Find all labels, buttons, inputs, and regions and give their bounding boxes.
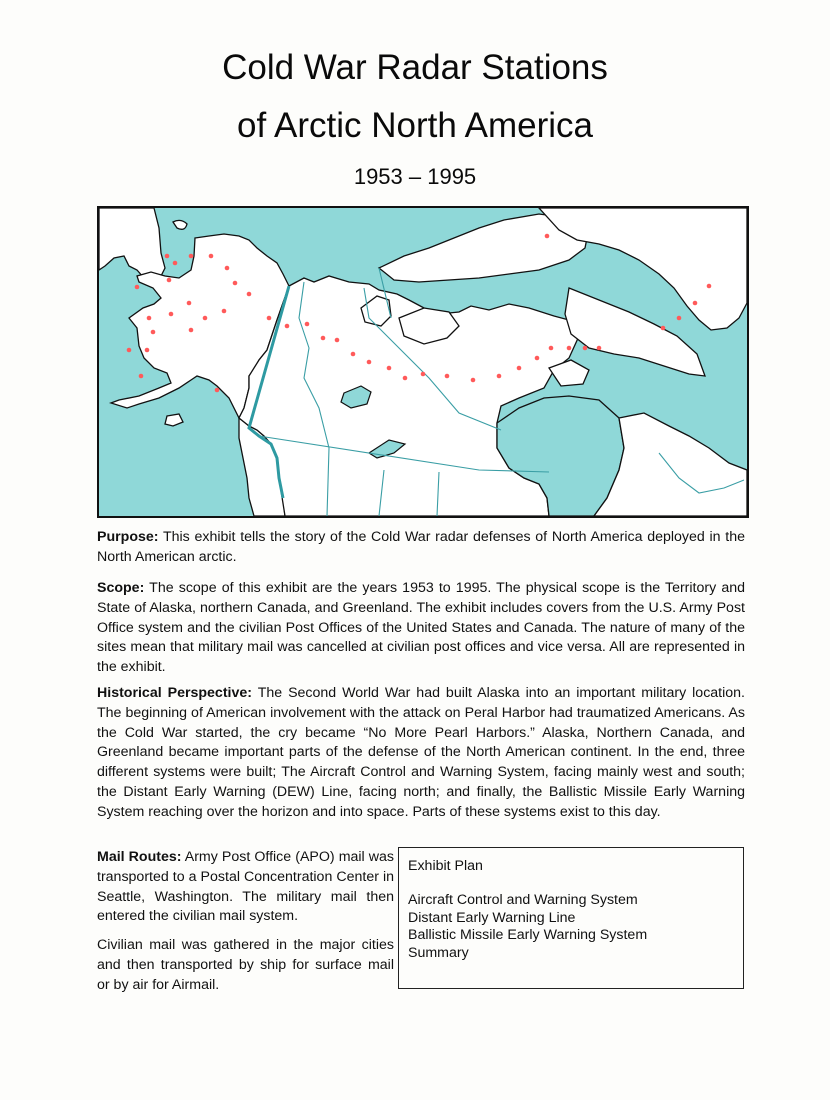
radar-station — [215, 388, 220, 393]
map-svg — [99, 208, 747, 516]
radar-station — [222, 309, 227, 314]
history-label: Historical Perspective: — [97, 685, 252, 701]
radar-station — [321, 336, 326, 341]
radar-station — [677, 316, 682, 321]
radar-station — [583, 346, 588, 351]
radar-station — [203, 316, 208, 321]
exhibit-plan-item: Ballistic Missile Early Warning System — [408, 927, 648, 943]
radar-station — [693, 301, 698, 306]
exhibit-plan-box — [398, 847, 744, 989]
radar-station — [233, 281, 238, 286]
radar-station — [187, 301, 192, 306]
history-text: The Second World War had built Alaska into an important military location. The beginning of American involvement with the attack on Peral Harbor had traumatized Americans. As the Cold War started, the cry became “No More Pearl Harbors.” Alaska, Northern Canada, and Greenland became important parts of the defense of the North American continent. In the end, three different systems were built; The Aircraft Control and Warning System, facing mainly west and south; the Distant Early Warning (DEW) Line, facing north; and finally, the Ballistic Missile Early Warning System reaching over the horizon and into space. Parts of these systems exist to this day. — [97, 685, 745, 820]
radar-station — [189, 328, 194, 333]
radar-station — [545, 234, 550, 239]
exhibit-plan-item: Summary — [408, 944, 469, 961]
mail-routes-text: Army Post Office (APO) mail was transported to a Postal Concentration Center in Seattle, Washington. The military mail then entered the civilian mail system. — [97, 849, 394, 925]
radar-station — [209, 254, 214, 259]
radar-station — [305, 322, 310, 327]
radar-station — [169, 312, 174, 317]
exhibit-plan-item: Aircraft Control and Warning System — [408, 892, 638, 908]
radar-station — [165, 254, 170, 259]
radar-station — [145, 348, 150, 353]
scope-text: The scope of this exhibit are the years 1953 to 1995. The physical scope is the Territory and State of Alaska, northern Canada, and Greenland. The exhibit includes covers from the U.S. Army Post Office system and the civilian Post Offices of the United States and Canada. The nature of many of the sites mean that military mail was cancelled at civilian post offices and vice versa. All are represented in the exhibit. — [97, 580, 745, 676]
date-range: 1953 – 1995 — [353, 164, 477, 189]
radar-station — [225, 266, 230, 271]
purpose-text: This exhibit tells the story of the Cold War radar defenses of North America deployed in the North American arctic. — [97, 529, 745, 565]
scope-paragraph — [97, 579, 745, 678]
radar-station — [471, 378, 476, 383]
radar-station — [517, 366, 522, 371]
radar-station — [167, 278, 172, 283]
radar-station — [661, 326, 666, 331]
radar-station — [139, 374, 144, 379]
radar-station — [497, 374, 502, 379]
radar-station — [127, 348, 132, 353]
radar-station — [335, 338, 340, 343]
page-title-line-2: of Arctic North America — [237, 106, 593, 145]
radar-station — [387, 366, 392, 371]
radar-station — [147, 316, 152, 321]
radar-station — [285, 324, 290, 329]
mail-routes-paragraph — [97, 848, 394, 927]
radar-station — [367, 360, 372, 365]
radar-station — [135, 285, 140, 290]
civilian-mail-paragraph — [97, 936, 394, 995]
radar-station — [151, 330, 156, 335]
radar-station — [403, 376, 408, 381]
historical-perspective-paragraph — [97, 684, 745, 823]
purpose-paragraph — [97, 528, 745, 568]
civilian-mail-text: Civilian mail was gathered in the major cities and then transported by ship for surface mail or by air for Airmail. — [97, 937, 394, 993]
radar-station — [567, 346, 572, 351]
radar-station — [597, 346, 602, 351]
radar-station — [445, 374, 450, 379]
radar-station — [267, 316, 272, 321]
purpose-label: Purpose: — [97, 529, 159, 545]
radar-station — [421, 372, 426, 377]
radar-station — [173, 261, 178, 266]
exhibit-plan-list — [408, 892, 647, 962]
radar-station — [351, 352, 356, 357]
exhibit-plan-title: Exhibit Plan — [408, 858, 483, 874]
radar-station — [707, 284, 712, 289]
radar-station — [535, 356, 540, 361]
radar-station — [549, 346, 554, 351]
radar-station — [247, 292, 252, 297]
exhibit-plan-item: Distant Early Warning Line — [408, 909, 576, 926]
page-title: Cold War Radar Stations — [222, 48, 608, 87]
scope-label: Scope: — [97, 580, 145, 596]
radar-station — [189, 254, 194, 259]
arctic-radar-map — [97, 206, 749, 518]
mail-routes-label: Mail Routes: — [97, 849, 182, 865]
